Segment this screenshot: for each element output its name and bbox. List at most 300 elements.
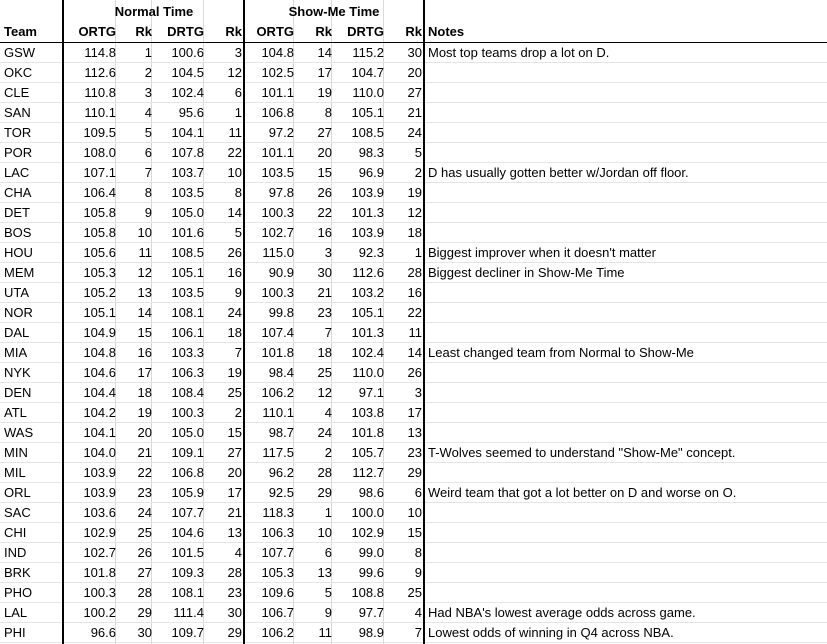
normal-ortg-cell: 105.6: [83, 245, 116, 260]
notes-cell: Most top teams drop a lot on D.: [428, 45, 610, 60]
table-row: [0, 463, 827, 483]
show-drtg-rank-cell: 29: [407, 465, 422, 480]
header-notes: Notes: [428, 24, 465, 39]
normal-ortg-cell: 114.8: [84, 45, 116, 60]
show-drtg-rank-cell: 23: [407, 445, 422, 460]
team-cell: CHI: [4, 525, 27, 540]
normal-ortg-rank-cell: 13: [137, 285, 152, 300]
show-ortg-rank-cell: 26: [317, 185, 332, 200]
table-row: [0, 563, 827, 583]
show-ortg-rank-cell: 8: [324, 105, 332, 120]
show-drtg-rank-cell: 5: [414, 145, 422, 160]
notes-cell: [428, 223, 826, 243]
normal-drtg-rank-cell: 3: [234, 45, 242, 60]
notes-cell: Biggest improver when it doesn't matter: [428, 245, 656, 260]
show-drtg-rank-cell: 25: [407, 585, 422, 600]
header-normal-ortg: ORTG: [78, 24, 116, 39]
normal-drtg-rank-cell: 15: [227, 425, 242, 440]
normal-drtg-cell: 111.4: [173, 605, 204, 620]
show-drtg-cell: 96.9: [358, 165, 384, 180]
normal-drtg-cell: 108.4: [171, 385, 204, 400]
normal-drtg-cell: 105.9: [171, 485, 204, 500]
show-ortg-rank-cell: 15: [317, 165, 332, 180]
team-cell: IND: [4, 545, 27, 560]
normal-ortg-cell: 104.6: [83, 365, 116, 380]
show-ortg-cell: 107.4: [261, 325, 294, 340]
show-me-time-group-header: Show-Me Time: [288, 4, 380, 19]
team-cell: SAN: [4, 105, 31, 120]
normal-drtg-cell: 108.5: [171, 245, 204, 260]
table-row: [0, 403, 827, 423]
show-drtg-cell: 103.9: [351, 185, 384, 200]
normal-drtg-rank-cell: 17: [227, 485, 242, 500]
header-team: Team: [4, 24, 37, 39]
show-drtg-rank-cell: 4: [414, 605, 422, 620]
show-ortg-rank-cell: 19: [317, 85, 332, 100]
team-cell: DEN: [4, 385, 32, 400]
normal-ortg-cell: 105.1: [83, 305, 116, 320]
show-ortg-rank-cell: 18: [317, 345, 332, 360]
show-drtg-cell: 97.1: [358, 385, 384, 400]
show-drtg-rank-cell: 28: [407, 265, 422, 280]
normal-ortg-cell: 104.2: [83, 405, 116, 420]
team-cell: PHI: [4, 625, 26, 640]
normal-drtg-cell: 101.5: [171, 545, 204, 560]
show-drtg-cell: 110.0: [352, 85, 384, 100]
show-drtg-cell: 103.9: [351, 225, 384, 240]
show-ortg-rank-cell: 3: [324, 245, 332, 260]
show-drtg-rank-cell: 7: [414, 625, 422, 640]
normal-drtg-cell: 105.0: [171, 425, 204, 440]
normal-ortg-cell: 108.0: [83, 145, 116, 160]
table-row: [0, 323, 827, 343]
show-ortg-cell: 105.3: [261, 565, 294, 580]
header-show-drtg: DRTG: [347, 24, 384, 39]
normal-ortg-rank-cell: 15: [137, 325, 152, 340]
normal-ortg-cell: 104.1: [83, 425, 116, 440]
show-ortg-rank-cell: 6: [324, 545, 332, 560]
table-row: [0, 543, 827, 563]
normal-ortg-rank-cell: 26: [137, 545, 152, 560]
team-cell: GSW: [4, 45, 36, 60]
table-row: [0, 523, 827, 543]
show-drtg-rank-cell: 14: [407, 345, 422, 360]
table-row: [0, 83, 827, 103]
normal-ortg-cell: 102.7: [83, 545, 116, 560]
show-ortg-rank-cell: 20: [317, 145, 332, 160]
normal-drtg-cell: 104.6: [171, 525, 204, 540]
show-ortg-cell: 106.3: [261, 525, 294, 540]
normal-ortg-rank-cell: 2: [144, 65, 152, 80]
notes-cell: [428, 463, 826, 483]
show-drtg-cell: 115.2: [352, 45, 384, 60]
normal-drtg-cell: 104.5: [171, 65, 204, 80]
team-cell: BRK: [4, 565, 31, 580]
normal-ortg-rank-cell: 16: [137, 345, 152, 360]
show-drtg-cell: 100.0: [351, 505, 384, 520]
show-drtg-rank-cell: 20: [407, 65, 422, 80]
normal-drtg-rank-cell: 21: [227, 505, 242, 520]
show-drtg-cell: 98.6: [358, 485, 384, 500]
notes-cell: [428, 503, 826, 523]
team-cell: ATL: [4, 405, 27, 420]
normal-ortg-cell: 112.6: [84, 65, 116, 80]
show-ortg-cell: 106.7: [261, 605, 294, 620]
normal-ortg-rank-cell: 14: [137, 305, 152, 320]
column-header-row: [0, 22, 827, 42]
normal-drtg-rank-cell: 20: [227, 465, 242, 480]
table-row: [0, 223, 827, 243]
normal-ortg-cell: 105.3: [83, 265, 116, 280]
table-row: [0, 283, 827, 303]
show-drtg-rank-cell: 3: [414, 385, 422, 400]
show-ortg-cell: 102.7: [261, 225, 294, 240]
normal-ortg-rank-cell: 30: [137, 625, 152, 640]
table-row: [0, 263, 827, 283]
table-row: [0, 243, 827, 263]
team-cell: OKC: [4, 65, 33, 80]
team-cell: SAC: [4, 505, 31, 520]
table-row: [0, 103, 827, 123]
table-row: [0, 143, 827, 163]
show-ortg-rank-cell: 1: [324, 505, 332, 520]
table-row: [0, 423, 827, 443]
normal-ortg-rank-cell: 10: [137, 225, 152, 240]
show-ortg-rank-cell: 22: [317, 205, 332, 220]
section-border: [423, 0, 425, 644]
normal-ortg-rank-cell: 21: [137, 445, 152, 460]
show-drtg-cell: 97.7: [358, 605, 384, 620]
table-row: [0, 623, 827, 643]
normal-drtg-rank-cell: 6: [234, 85, 242, 100]
team-cell: WAS: [4, 425, 34, 440]
show-ortg-cell: 90.9: [268, 265, 294, 280]
show-drtg-cell: 105.1: [351, 105, 384, 120]
show-drtg-cell: 101.3: [351, 205, 384, 220]
table-row: [0, 363, 827, 383]
show-ortg-cell: 110.1: [262, 405, 294, 420]
team-cell: CLE: [4, 85, 30, 100]
normal-ortg-cell: 96.6: [90, 625, 116, 640]
header-normal-drtg-rank: Rk: [225, 24, 242, 39]
normal-drtg-cell: 95.6: [178, 105, 204, 120]
normal-ortg-cell: 103.9: [83, 465, 116, 480]
show-ortg-cell: 98.7: [268, 425, 294, 440]
normal-ortg-cell: 104.8: [83, 345, 116, 360]
normal-drtg-rank-cell: 26: [227, 245, 242, 260]
show-drtg-cell: 104.7: [351, 65, 384, 80]
notes-cell: Weird team that got a lot better on D and worse on O.: [428, 485, 737, 500]
notes-cell: [428, 523, 826, 543]
notes-cell: [428, 183, 826, 203]
show-drtg-cell: 99.6: [358, 565, 384, 580]
team-cell: DAL: [4, 325, 30, 340]
normal-drtg-cell: 107.8: [171, 145, 204, 160]
normal-drtg-cell: 100.3: [171, 405, 204, 420]
show-ortg-cell: 107.7: [261, 545, 294, 560]
team-cell: MIA: [4, 345, 28, 360]
show-drtg-cell: 92.3: [358, 245, 384, 260]
notes-cell: [428, 403, 826, 423]
normal-drtg-rank-cell: 25: [227, 385, 242, 400]
show-drtg-cell: 99.0: [358, 545, 384, 560]
show-ortg-cell: 101.1: [261, 145, 294, 160]
table-row: [0, 383, 827, 403]
normal-ortg-rank-cell: 9: [144, 205, 152, 220]
show-drtg-rank-cell: 9: [414, 565, 422, 580]
show-ortg-rank-cell: 2: [324, 445, 332, 460]
normal-drtg-cell: 101.6: [171, 225, 204, 240]
normal-drtg-rank-cell: 16: [227, 265, 242, 280]
show-drtg-rank-cell: 16: [407, 285, 422, 300]
notes-cell: D has usually gotten better w/Jordan off floor.: [428, 165, 689, 180]
show-ortg-rank-cell: 29: [317, 485, 332, 500]
show-ortg-rank-cell: 17: [317, 65, 332, 80]
show-ortg-cell: 97.8: [268, 185, 294, 200]
table-row: [0, 183, 827, 203]
normal-drtg-cell: 108.1: [171, 305, 204, 320]
normal-drtg-rank-cell: 18: [227, 325, 242, 340]
notes-cell: T-Wolves seemed to understand "Show-Me" concept.: [428, 445, 736, 460]
show-drtg-cell: 101.3: [351, 325, 384, 340]
team-cell: UTA: [4, 285, 30, 300]
show-drtg-rank-cell: 17: [407, 405, 422, 420]
team-cell: ORL: [4, 485, 31, 500]
notes-cell: [428, 583, 826, 603]
show-ortg-cell: 100.3: [261, 205, 294, 220]
normal-drtg-cell: 105.1: [171, 265, 204, 280]
show-ortg-cell: 92.5: [268, 485, 294, 500]
normal-drtg-rank-cell: 27: [227, 445, 242, 460]
normal-ortg-rank-cell: 6: [144, 145, 152, 160]
team-cell: PHO: [4, 585, 33, 600]
normal-drtg-cell: 102.4: [171, 85, 204, 100]
normal-ortg-rank-cell: 25: [137, 525, 152, 540]
show-drtg-cell: 105.7: [351, 445, 384, 460]
show-ortg-rank-cell: 13: [317, 565, 332, 580]
show-ortg-cell: 106.8: [261, 105, 294, 120]
notes-cell: [428, 203, 826, 223]
show-ortg-cell: 117.5: [262, 445, 294, 460]
show-drtg-rank-cell: 21: [407, 105, 422, 120]
normal-drtg-rank-cell: 14: [227, 205, 242, 220]
normal-drtg-cell: 106.3: [171, 365, 204, 380]
notes-cell: [428, 323, 826, 343]
team-cell: NYK: [4, 365, 31, 380]
team-cell: LAC: [4, 165, 30, 180]
show-drtg-cell: 98.3: [358, 145, 384, 160]
show-ortg-cell: 101.1: [261, 85, 294, 100]
normal-ortg-rank-cell: 4: [144, 105, 152, 120]
show-ortg-cell: 118.3: [262, 505, 294, 520]
team-cell: NOR: [4, 305, 33, 320]
normal-ortg-cell: 105.8: [83, 225, 116, 240]
show-drtg-cell: 110.0: [352, 365, 384, 380]
show-drtg-rank-cell: 19: [407, 185, 422, 200]
show-drtg-cell: 102.4: [351, 345, 384, 360]
notes-cell: [428, 563, 826, 583]
normal-drtg-cell: 100.6: [171, 45, 204, 60]
normal-ortg-rank-cell: 20: [137, 425, 152, 440]
show-drtg-rank-cell: 8: [414, 545, 422, 560]
normal-drtg-rank-cell: 29: [227, 625, 242, 640]
header-divider: [0, 42, 827, 43]
team-cell: BOS: [4, 225, 32, 240]
team-cell: POR: [4, 145, 33, 160]
team-cell: LAL: [4, 605, 28, 620]
header-show-ortg-rank: Rk: [315, 24, 332, 39]
show-ortg-cell: 103.5: [261, 165, 294, 180]
normal-drtg-rank-cell: 28: [227, 565, 242, 580]
show-ortg-cell: 101.8: [261, 345, 294, 360]
show-ortg-rank-cell: 27: [317, 125, 332, 140]
table-row: [0, 603, 827, 623]
normal-drtg-cell: 103.5: [171, 285, 204, 300]
section-border: [62, 0, 64, 644]
normal-drtg-cell: 103.7: [171, 165, 204, 180]
normal-ortg-cell: 100.3: [83, 585, 116, 600]
normal-ortg-rank-cell: 22: [137, 465, 152, 480]
normal-ortg-cell: 103.6: [83, 505, 116, 520]
show-drtg-rank-cell: 27: [407, 85, 422, 100]
table-row: [0, 63, 827, 83]
normal-drtg-rank-cell: 13: [227, 525, 242, 540]
notes-cell: [428, 83, 826, 103]
show-ortg-rank-cell: 28: [317, 465, 332, 480]
table-row: [0, 483, 827, 503]
normal-drtg-rank-cell: 24: [227, 305, 242, 320]
normal-time-group-header: Normal Time: [114, 4, 194, 19]
show-drtg-rank-cell: 1: [414, 245, 422, 260]
normal-drtg-cell: 105.0: [171, 205, 204, 220]
show-ortg-rank-cell: 5: [324, 585, 332, 600]
normal-ortg-cell: 103.9: [83, 485, 116, 500]
notes-cell: [428, 543, 826, 563]
normal-ortg-rank-cell: 1: [144, 45, 152, 60]
show-drtg-rank-cell: 30: [407, 45, 422, 60]
normal-drtg-rank-cell: 4: [234, 545, 242, 560]
show-ortg-rank-cell: 12: [317, 385, 332, 400]
show-drtg-cell: 103.8: [351, 405, 384, 420]
normal-drtg-cell: 108.1: [171, 585, 204, 600]
normal-ortg-rank-cell: 11: [138, 245, 152, 260]
normal-drtg-rank-cell: 10: [227, 165, 242, 180]
show-drtg-cell: 112.7: [352, 465, 384, 480]
notes-cell: [428, 423, 826, 443]
normal-ortg-cell: 105.8: [83, 205, 116, 220]
show-drtg-cell: 112.6: [352, 265, 384, 280]
notes-cell: [428, 63, 826, 83]
show-ortg-rank-cell: 9: [324, 605, 332, 620]
show-ortg-rank-cell: 7: [324, 325, 332, 340]
table-row: [0, 203, 827, 223]
normal-ortg-rank-cell: 28: [137, 585, 152, 600]
show-drtg-rank-cell: 10: [407, 505, 422, 520]
normal-drtg-rank-cell: 7: [234, 345, 242, 360]
table-row: [0, 43, 827, 63]
show-ortg-cell: 104.8: [261, 45, 294, 60]
table-row: [0, 123, 827, 143]
show-ortg-rank-cell: 23: [317, 305, 332, 320]
table-row: [0, 303, 827, 323]
show-ortg-rank-cell: 14: [317, 45, 332, 60]
normal-drtg-rank-cell: 30: [227, 605, 242, 620]
table-row: [0, 163, 827, 183]
section-border: [243, 0, 245, 644]
show-ortg-cell: 102.5: [261, 65, 294, 80]
show-drtg-rank-cell: 24: [407, 125, 422, 140]
team-cell: MIL: [4, 465, 26, 480]
show-ortg-rank-cell: 16: [317, 225, 332, 240]
normal-drtg-rank-cell: 12: [227, 65, 242, 80]
normal-ortg-rank-cell: 8: [144, 185, 152, 200]
normal-ortg-cell: 104.4: [83, 385, 116, 400]
normal-drtg-cell: 104.1: [171, 125, 204, 140]
normal-ortg-cell: 104.9: [83, 325, 116, 340]
normal-drtg-cell: 107.7: [171, 505, 204, 520]
normal-drtg-rank-cell: 1: [234, 105, 242, 120]
normal-drtg-rank-cell: 22: [227, 145, 242, 160]
show-drtg-cell: 101.8: [351, 425, 384, 440]
show-drtg-rank-cell: 15: [407, 525, 422, 540]
normal-ortg-cell: 102.9: [83, 525, 116, 540]
show-drtg-cell: 98.9: [358, 625, 384, 640]
show-ortg-cell: 109.6: [261, 585, 294, 600]
normal-ortg-cell: 106.4: [83, 185, 116, 200]
notes-cell: Lowest odds of winning in Q4 across NBA.: [428, 625, 674, 640]
notes-cell: Least changed team from Normal to Show-Me: [428, 345, 694, 360]
show-ortg-rank-cell: 25: [317, 365, 332, 380]
normal-ortg-cell: 109.5: [83, 125, 116, 140]
normal-ortg-cell: 104.0: [83, 445, 116, 460]
show-drtg-rank-cell: 2: [414, 165, 422, 180]
show-ortg-cell: 96.2: [268, 465, 294, 480]
normal-drtg-cell: 109.1: [171, 445, 204, 460]
show-drtg-rank-cell: 26: [407, 365, 422, 380]
normal-ortg-cell: 105.2: [83, 285, 116, 300]
normal-ortg-rank-cell: 17: [137, 365, 152, 380]
normal-ortg-cell: 110.8: [84, 85, 116, 100]
notes-cell: [428, 103, 826, 123]
normal-ortg-rank-cell: 24: [137, 505, 152, 520]
notes-cell: Biggest decliner in Show-Me Time: [428, 265, 625, 280]
show-ortg-cell: 99.8: [268, 305, 294, 320]
normal-drtg-rank-cell: 2: [234, 405, 242, 420]
normal-drtg-rank-cell: 9: [234, 285, 242, 300]
show-drtg-cell: 108.5: [351, 125, 384, 140]
show-drtg-rank-cell: 18: [407, 225, 422, 240]
show-drtg-rank-cell: 22: [407, 305, 422, 320]
show-ortg-rank-cell: 21: [317, 285, 332, 300]
normal-ortg-cell: 110.1: [84, 105, 116, 120]
show-drtg-rank-cell: 13: [407, 425, 422, 440]
show-ortg-rank-cell: 10: [317, 525, 332, 540]
normal-drtg-rank-cell: 5: [234, 225, 242, 240]
normal-ortg-cell: 100.2: [83, 605, 116, 620]
header-show-drtg-rank: Rk: [405, 24, 422, 39]
team-cell: HOU: [4, 245, 33, 260]
normal-ortg-rank-cell: 29: [137, 605, 152, 620]
notes-cell: [428, 143, 826, 163]
show-drtg-cell: 105.1: [351, 305, 384, 320]
team-cell: TOR: [4, 125, 32, 140]
show-drtg-cell: 102.9: [351, 525, 384, 540]
show-ortg-cell: 106.2: [261, 625, 294, 640]
normal-ortg-rank-cell: 27: [137, 565, 152, 580]
table-row: [0, 443, 827, 463]
show-drtg-cell: 103.2: [351, 285, 384, 300]
normal-drtg-cell: 106.1: [171, 325, 204, 340]
